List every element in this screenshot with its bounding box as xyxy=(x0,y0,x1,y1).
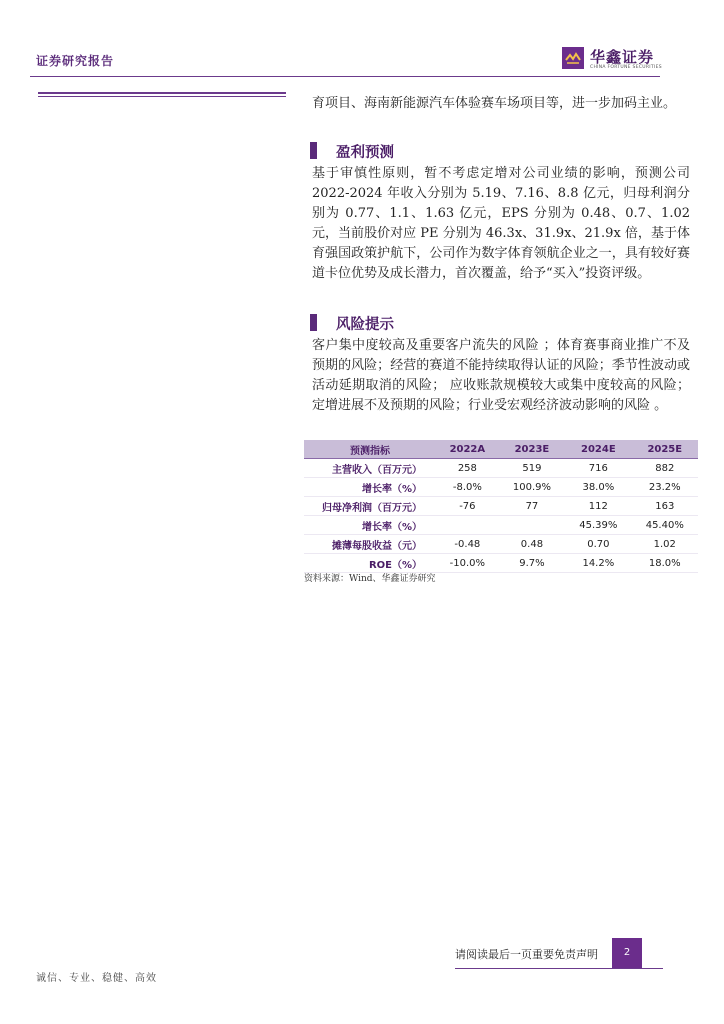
table-cell: 100.9% xyxy=(499,478,565,497)
table-cell: 23.2% xyxy=(632,478,698,497)
footer-disclaimer-bar xyxy=(455,938,663,969)
row-label: 归母净利润（百万元） xyxy=(304,497,436,516)
sidebar-divider-thin xyxy=(38,96,286,97)
section-heading-risk xyxy=(312,314,690,334)
table-header-cell: 2023E xyxy=(499,440,565,459)
table-cell: 45.40% xyxy=(632,516,698,535)
row-label: 摊薄每股收益（元） xyxy=(304,535,436,554)
table-row xyxy=(304,516,698,535)
row-label: ROE（%） xyxy=(304,554,436,573)
table-cell: 112 xyxy=(565,497,631,516)
table-cell xyxy=(436,516,499,535)
section-heading-text: 风险提示 xyxy=(336,316,394,333)
forecast-table-container xyxy=(304,440,698,573)
table-cell: 77 xyxy=(499,497,565,516)
table-header-cell: 2024E xyxy=(565,440,631,459)
row-label: 主营收入（百万元） xyxy=(304,459,436,478)
table-header-row xyxy=(304,440,698,459)
risk-paragraph: 客户集中度较高及重要客户流失的风险 ；体育赛事商业推广不及预期的风险；经营的赛道不能持续取得认证的风险；季节性波动或活动延期取消的风险； 应收账款规模较大或集中度较高的风险；定增进展不及预期的风险；行业受宏观经济波动影响的风险 。 xyxy=(312,338,690,413)
table-row xyxy=(304,554,698,573)
table-cell: 163 xyxy=(632,497,698,516)
table-cell: -0.48 xyxy=(436,535,499,554)
table-cell: 1.02 xyxy=(632,535,698,554)
table-cell: -8.0% xyxy=(436,478,499,497)
page-number: 2 xyxy=(612,938,642,968)
company-motto: 诚信、专业、稳健、高效 xyxy=(36,973,157,984)
table-header-cell: 预测指标 xyxy=(304,440,436,459)
table-header-cell: 2025E xyxy=(632,440,698,459)
table-cell: -10.0% xyxy=(436,554,499,573)
brand-name-en: CHINA FORTUNE SECURITIES xyxy=(590,65,662,70)
section-marker-icon xyxy=(310,314,317,331)
table-cell: 38.0% xyxy=(565,478,631,497)
table-cell: 45.39% xyxy=(565,516,631,535)
forecast-table xyxy=(304,440,698,573)
section-heading-text: 盈利预测 xyxy=(336,144,394,161)
table-cell: 716 xyxy=(565,459,631,478)
source-note: 资料来源：Wind、华鑫证券研究 xyxy=(304,574,436,584)
profit-forecast-paragraph: 基于审慎性原则，暂不考虑定增对公司业绩的影响，预测公司 2022-2024 年收入分别为 5.19、7.16、8.8 亿元，归母利润分别为 0.77、1.1、1.63 亿元，EPS 分别为 0.48、0.7、1.02 元，当前股价对应 PE 分别为 46.3x、31.9x、21.9x 倍，基于体育强国政策护航下，公司作为数字体育领航企业之一，具有较好赛道卡位优势及成长潜力，首次覆盖，给予“买入”投资评级。 xyxy=(312,166,690,281)
table-cell: 9.7% xyxy=(499,554,565,573)
brand-logo xyxy=(562,47,672,73)
brand-name: 华鑫证券 xyxy=(590,48,655,66)
table-row xyxy=(304,535,698,554)
row-label: 增长率（%） xyxy=(304,516,436,535)
section-marker-icon xyxy=(310,142,317,159)
table-cell: 18.0% xyxy=(632,554,698,573)
brand-mark-icon xyxy=(562,47,584,69)
table-cell: 0.70 xyxy=(565,535,631,554)
table-row xyxy=(304,478,698,497)
table-cell: 258 xyxy=(436,459,499,478)
report-type-label: 证券研究报告 xyxy=(36,54,115,68)
table-cell: 519 xyxy=(499,459,565,478)
intro-paragraph: 育项目、海南新能源汽车体验赛车场项目等，进一步加码主业。 xyxy=(312,96,677,111)
header-divider xyxy=(30,76,660,77)
sidebar-divider xyxy=(38,92,286,94)
disclaimer-link[interactable]: 请阅读最后一页重要免责声明 xyxy=(455,948,598,961)
table-cell: 882 xyxy=(632,459,698,478)
table-cell xyxy=(499,516,565,535)
table-cell: -76 xyxy=(436,497,499,516)
table-row xyxy=(304,459,698,478)
table-row xyxy=(304,497,698,516)
table-header-cell: 2022A xyxy=(436,440,499,459)
row-label: 增长率（%） xyxy=(304,478,436,497)
table-cell: 14.2% xyxy=(565,554,631,573)
section-heading-profit-forecast xyxy=(312,142,690,162)
table-cell: 0.48 xyxy=(499,535,565,554)
